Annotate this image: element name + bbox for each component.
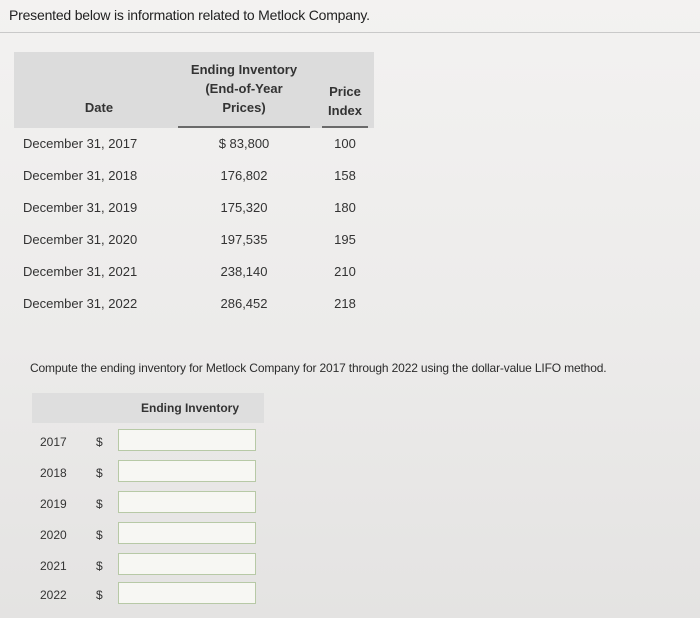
- header-inventory-line-3: Prices): [222, 100, 266, 115]
- answer-year: 2022: [40, 588, 67, 602]
- header-price-line-2: Index: [328, 103, 362, 118]
- dollar-sign: $: [96, 497, 103, 511]
- ending-inventory-input-2020[interactable]: [118, 522, 256, 544]
- answer-year: 2020: [40, 528, 67, 542]
- row-date: December 31, 2020: [23, 232, 138, 247]
- header-ending-inventory: [178, 60, 310, 117]
- answer-row: [32, 582, 264, 608]
- table-row: [14, 136, 374, 156]
- row-inventory: 176,802: [220, 168, 268, 183]
- answer-row: [32, 460, 264, 486]
- dollar-sign: $: [96, 588, 103, 602]
- answer-row: [32, 522, 264, 548]
- answer-year: 2017: [40, 435, 67, 449]
- ending-inventory-input-2021[interactable]: [118, 553, 256, 575]
- divider: [0, 32, 700, 33]
- header-price-index: [322, 82, 368, 120]
- row-price-index: 195: [334, 232, 356, 247]
- row-price-index: 218: [334, 296, 356, 311]
- answer-year: 2018: [40, 466, 67, 480]
- header-underline-inventory: [178, 126, 310, 128]
- answer-column-title: Ending Inventory: [140, 401, 239, 415]
- row-price-index: 180: [334, 200, 356, 215]
- answer-year: 2019: [40, 497, 67, 511]
- row-date: December 31, 2019: [23, 200, 138, 215]
- row-date: December 31, 2021: [23, 264, 138, 279]
- dollar-sign: $: [96, 559, 103, 573]
- ending-inventory-input-2019[interactable]: [118, 491, 256, 513]
- header-date: Date: [84, 100, 114, 115]
- header-inventory-line-1: Ending Inventory: [190, 62, 298, 77]
- ending-inventory-input-2018[interactable]: [118, 460, 256, 482]
- ending-inventory-input-2022[interactable]: [118, 582, 256, 604]
- dollar-sign: $: [96, 435, 103, 449]
- row-inventory: 175,320: [220, 200, 268, 215]
- table-row: [14, 200, 374, 220]
- answer-row: [32, 491, 264, 517]
- answer-row: [32, 429, 264, 455]
- row-inventory: 238,140: [220, 264, 268, 279]
- row-date: December 31, 2017: [23, 136, 138, 151]
- header-inventory-line-2: (End-of-Year: [205, 81, 283, 96]
- dollar-sign: $: [96, 466, 103, 480]
- row-date: December 31, 2022: [23, 296, 138, 311]
- row-price-index: 158: [334, 168, 356, 183]
- row-price-index: 210: [334, 264, 356, 279]
- answer-row: [32, 553, 264, 579]
- row-inventory: 197,535: [220, 232, 268, 247]
- header-underline-price: [322, 126, 368, 128]
- answer-year: 2021: [40, 559, 67, 573]
- table-row: [14, 232, 374, 252]
- table-row: [14, 296, 374, 316]
- intro-text: Presented below is information related to Metlock Company.: [9, 7, 370, 23]
- dollar-sign: $: [96, 528, 103, 542]
- answer-grid: [32, 393, 264, 608]
- instruction-text: Compute the ending inventory for Metlock Company for 2017 through 2022 using the dollar-value LIFO method.: [30, 361, 607, 375]
- table-row: [14, 168, 374, 188]
- table-row: [14, 264, 374, 284]
- inventory-data-table: [14, 52, 374, 332]
- header-price-line-1: Price: [329, 84, 361, 99]
- row-inventory: 286,452: [220, 296, 268, 311]
- ending-inventory-input-2017[interactable]: [118, 429, 256, 451]
- row-date: December 31, 2018: [23, 168, 138, 183]
- row-inventory: $ 83,800: [218, 136, 270, 151]
- row-price-index: 100: [334, 136, 356, 151]
